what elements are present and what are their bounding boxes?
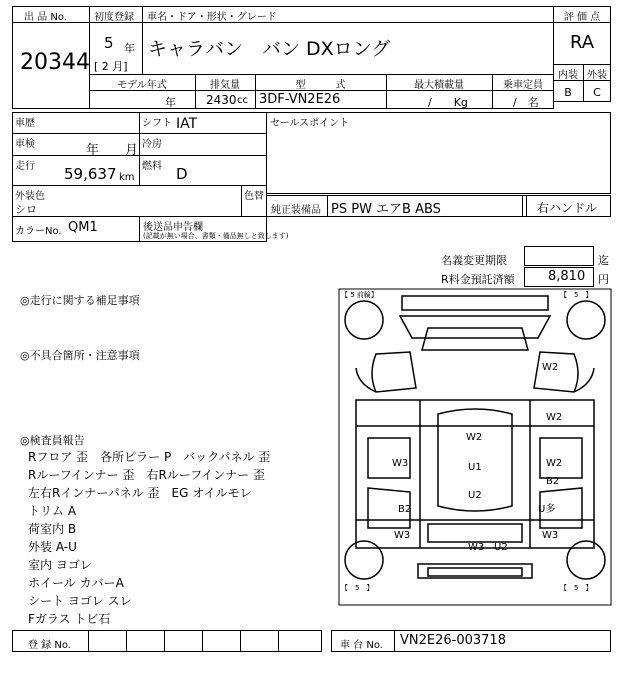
report-line: シート ヨゴレ スレ xyxy=(28,594,132,608)
first-reg-year: 5 xyxy=(104,34,114,52)
color-no-label: カラーNo. xyxy=(15,226,62,237)
displacement-unit: cc xyxy=(237,95,248,106)
damage-mark: W3 xyxy=(542,530,559,541)
recycle-value: 8,810 xyxy=(548,269,586,284)
fuel-label: 燃料 xyxy=(142,161,162,172)
capacity-label: 乗車定員 xyxy=(503,80,543,91)
tire-bottom-left: 【 5 】 xyxy=(341,584,374,592)
damage-mark: W3 xyxy=(468,542,485,553)
sales-points-label: セールスポイント xyxy=(270,118,350,129)
tire-top-left: 【 5 前輪】 xyxy=(341,291,378,299)
score: RA xyxy=(569,32,595,53)
equipment-label: 純正装備品 xyxy=(271,205,321,216)
defects-label: ◎不具合箇所・注意事項 xyxy=(20,349,140,362)
name-change-unit: 迄 xyxy=(598,254,609,267)
inspection-label: 車検 xyxy=(15,139,35,150)
score-label: 評 価 点 xyxy=(563,12,601,23)
name-change-box xyxy=(524,246,594,266)
damage-mark: W3 xyxy=(392,458,409,469)
car-name: キャラバン バン DXロング xyxy=(148,38,391,60)
mileage: 59,637 xyxy=(64,165,117,183)
model-year-unit: 年 xyxy=(165,96,176,109)
report-line: 左右Rインナーパネル 歪 EG オイルモレ xyxy=(28,486,252,500)
report-line: トリム A xyxy=(28,504,77,518)
history-label: 車歴 xyxy=(15,118,35,129)
model-type-label: 型 式 xyxy=(295,80,346,91)
chassis-no: VN2E26-003718 xyxy=(400,633,506,648)
equipment: PS PW エアB ABS xyxy=(331,202,441,217)
recycle-label: R料金預託済額 xyxy=(441,273,515,286)
lot-number: 20344 xyxy=(20,50,90,75)
damage-mark: W3 xyxy=(394,530,411,541)
tire-bottom-right: 【 5 】 xyxy=(560,584,593,592)
model-year-label: モデル年式 xyxy=(117,80,167,91)
handle: 右ハンドル xyxy=(537,201,598,215)
report-line: Rフロア 歪 各所ピラー P バックパネル 歪 xyxy=(28,450,271,464)
report-line: 外装 A-U xyxy=(28,540,77,554)
report-line: 室内 ヨゴレ xyxy=(28,558,92,572)
damage-mark: W2 xyxy=(542,362,559,373)
docs-label: 後送品申告欄 xyxy=(143,222,203,233)
report-line: Rルーフインナー 歪 右Rルーフインナー 歪 xyxy=(28,468,265,482)
first-reg-label: 初度登録 xyxy=(94,12,134,23)
fuel: D xyxy=(176,165,188,183)
mileage-unit: km xyxy=(119,172,135,183)
car-damage-diagram xyxy=(338,288,612,606)
color-change-label: 色替 xyxy=(244,191,264,202)
report-line: Fガラス トビ石 xyxy=(28,612,111,626)
capacity-unit: / 名 xyxy=(513,96,539,109)
damage-mark: W2 xyxy=(546,458,563,469)
exterior-grade: C xyxy=(593,86,601,99)
damage-mark: U2 xyxy=(468,490,482,501)
damage-mark: U多 xyxy=(538,504,556,515)
damage-mark: W2 xyxy=(546,412,563,423)
docs-note: (記載が無い場合、書類・備品無しと致します) xyxy=(143,232,289,240)
driving-notes-label: ◎走行に関する補足事項 xyxy=(20,294,140,307)
car-name-label: 車名・ドア・形状・グレード xyxy=(147,12,277,23)
damage-mark: W2 xyxy=(466,432,483,443)
ac-label: 冷房 xyxy=(142,139,162,150)
color-no: QM1 xyxy=(68,220,98,235)
inspection-value: 年 月 xyxy=(86,143,139,158)
tire-top-right: 【 5 】 xyxy=(560,291,593,299)
reg-no-label: 登 録 No. xyxy=(28,640,71,651)
shift: IAT xyxy=(176,116,198,132)
displacement-label: 排気量 xyxy=(210,80,240,91)
shift-label: シフト xyxy=(142,118,172,129)
ext-color: シロ xyxy=(15,203,37,216)
damage-mark: U2 xyxy=(494,542,508,553)
lot-number-label: 出 品 No. xyxy=(24,12,67,23)
mileage-label: 走行 xyxy=(15,161,35,172)
interior-grade: B xyxy=(564,86,572,99)
max-load-unit: / Kg xyxy=(428,96,468,109)
report-line: 荷室内 B xyxy=(28,522,77,536)
model-type: 3DF-VN2E26 xyxy=(259,92,341,107)
max-load-label: 最大積載量 xyxy=(414,80,464,91)
displacement: 2430 xyxy=(206,93,237,107)
damage-mark: U1 xyxy=(468,462,482,473)
interior-label: 内装 xyxy=(558,70,578,81)
damage-mark: B2 xyxy=(398,504,412,515)
first-reg-month: [ 2 月] xyxy=(94,60,128,73)
report-line: ホイール カバーA xyxy=(28,576,124,590)
damage-mark: B2 xyxy=(546,476,560,487)
ext-color-label: 外装色 xyxy=(15,191,45,202)
year-unit: 年 xyxy=(124,42,135,55)
exterior-label: 外装 xyxy=(587,70,607,81)
chassis-label: 車 台 No. xyxy=(340,640,383,651)
name-change-label: 名義変更期限 xyxy=(441,254,507,267)
inspector-report-label: ◎検査員報告 xyxy=(20,434,85,447)
recycle-unit: 円 xyxy=(598,273,609,286)
